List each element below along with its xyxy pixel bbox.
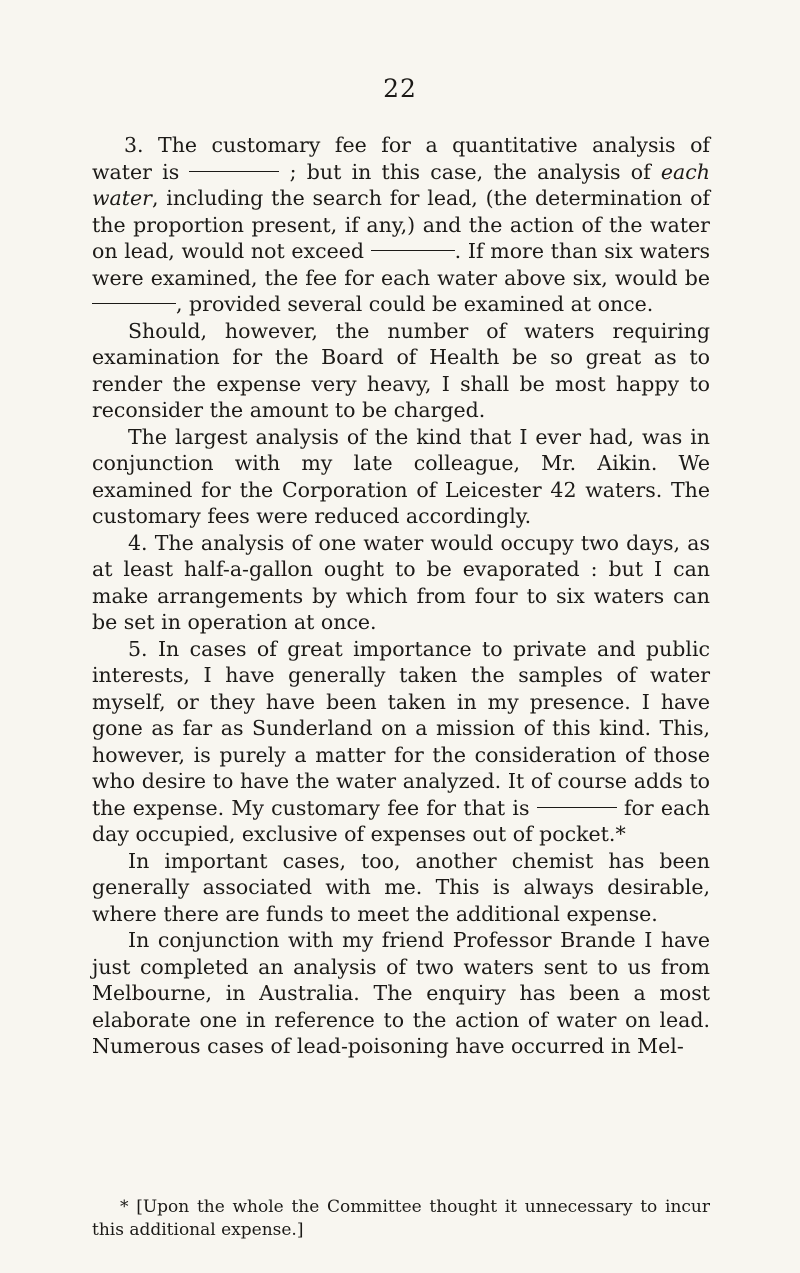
paragraph-associated-chemist: In important cases, too, another chemist has been generally associated with me. This is always desirable, where there are funds to meet the additional expense. (92, 848, 710, 926)
fee-blank (92, 303, 176, 304)
fee-blank (371, 250, 455, 251)
paragraph-fees-part-2: ; but in this case, the analysis of (289, 159, 651, 184)
paragraph-reconsider: Should, however, the number of waters requiring examination for the Board of Health be so great as to render the expense very heavy, I shall be most happy to reconsider the amount to be charged. (92, 318, 710, 422)
paragraph-melbourne: In conjunction with my friend Professor Brande I have just completed an analysis of two waters sent to us from Melbourne, in Australia. The enquiry has been a most elaborate one in reference to the action of water on lead. Numerous cases of lead-poisoning have occurred in Mel- (92, 928, 710, 1058)
paragraph-sampling-part-2: for each day occupied, exclusive of expenses out of pocket.* (92, 795, 710, 846)
emphasis-each-water: each water (92, 159, 710, 210)
fee-blank (189, 171, 279, 172)
footnote: * [Upon the whole the Committee thought it unnecessary to incur this additional expense.] (92, 1197, 710, 1240)
paragraph-fees-part-5: , provided several could be examined at once. (176, 292, 654, 316)
paragraph-largest-analysis: The largest analysis of the kind that I ever had, was in conjunction with my late colleague, Mr. Aikin. We examined for the Corporation of Leicester 42 waters. The customary fees were reduced accordingly. (92, 424, 710, 528)
page-number: 22 (383, 74, 417, 103)
paragraph-sampling (92, 636, 710, 848)
fee-blank (537, 807, 617, 808)
paragraph-fees (92, 132, 710, 318)
paragraph-fees-part-1: 3. The customary fee for a quantitative analysis of water is (92, 133, 710, 184)
paragraph-fees-part-3: , including the search for lead, (the determination of the proportion present, if any,) and the action of the water on lead, would not exceed (92, 186, 710, 263)
paragraph-duration: 4. The analysis of one water would occupy two days, as at least half-a-gallon ought to be evaporated : but I can make arrangements by which from four to six waters can be set in operation at once. (92, 530, 710, 634)
paragraph-fees-part-4: . If more than six waters were examined, the fee for each water above six, would be (92, 239, 710, 290)
paragraph-sampling-part-1: 5. In cases of great importance to private and public interests, I have generally taken the samples of water myself, or they have been taken in my presence. I have gone as far as Sunderland on a mission of this kind. This, however, is purely a matter for the consideration of those who desire to have the water analyzed. It of course adds to the expense. My customary fee for that is (92, 636, 710, 820)
body-text (92, 132, 710, 1060)
